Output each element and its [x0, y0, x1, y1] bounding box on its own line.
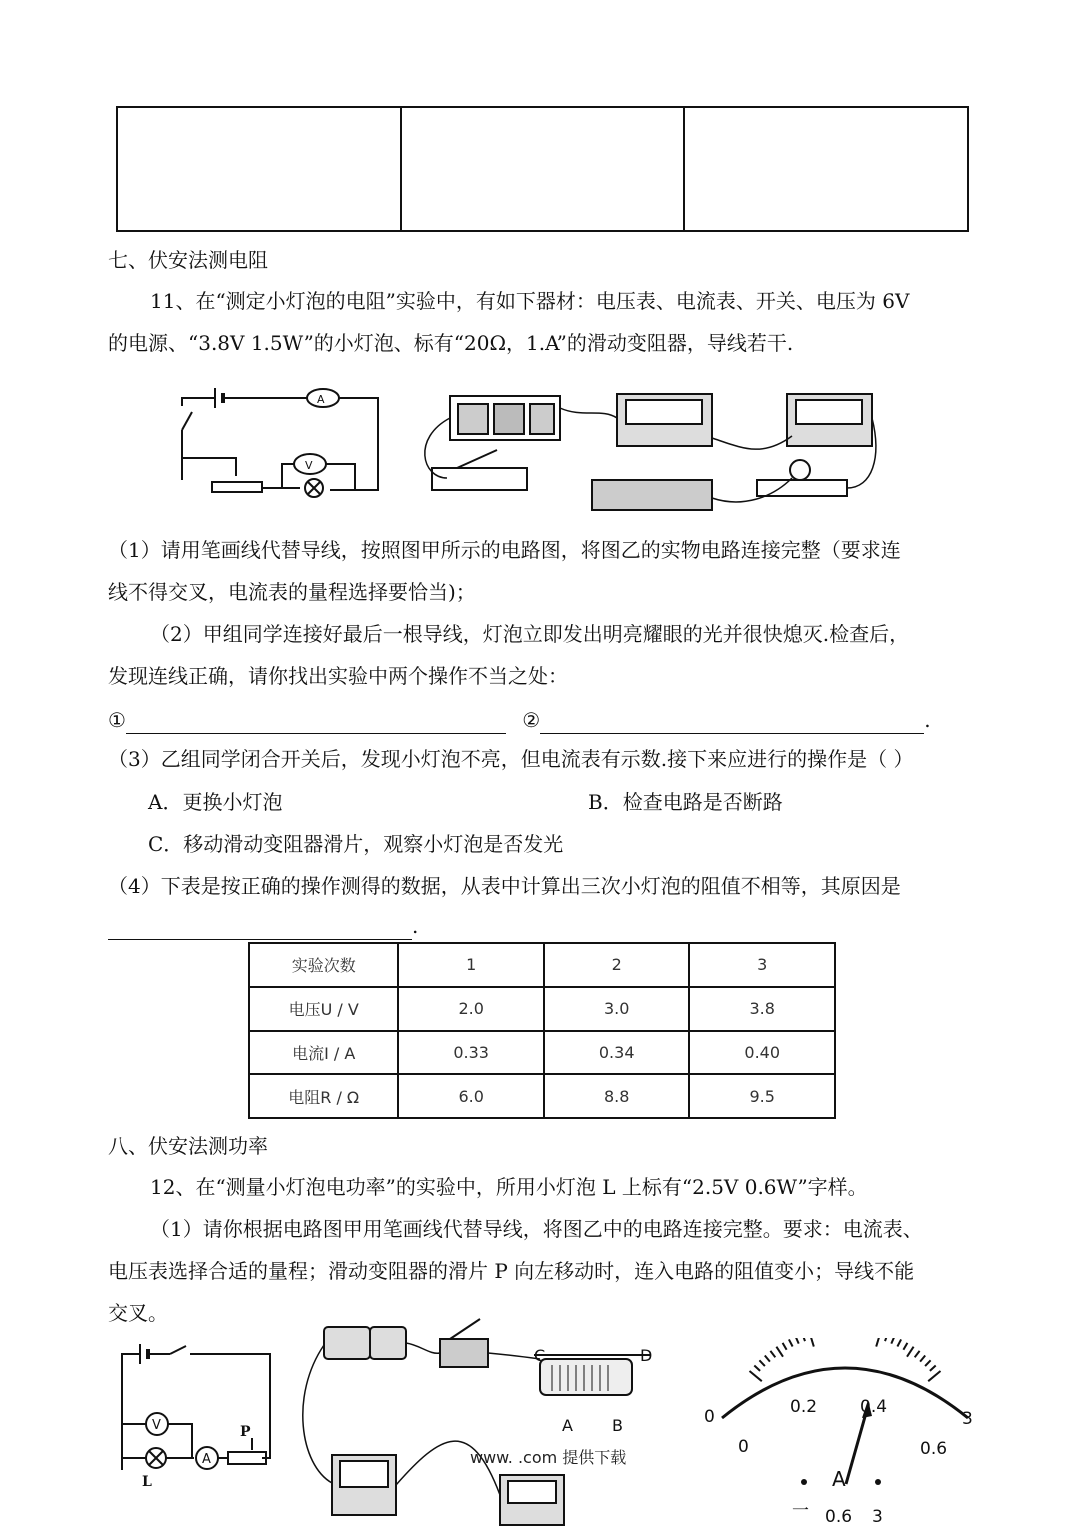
- dial-tick: [770, 1351, 775, 1357]
- table-cell: 8.8: [544, 1074, 690, 1118]
- dial-tick: [915, 1351, 920, 1357]
- lamp-label: L: [142, 1474, 152, 1490]
- dial-tick: [891, 1338, 894, 1344]
- dial-tick: [925, 1360, 931, 1366]
- question-text: （4）下表是按正确的操作测得的数据，从表中计算出三次小灯泡的阻值不相等，其原因是: [108, 874, 901, 898]
- table-row: [249, 987, 835, 1031]
- measurement-table: [248, 942, 836, 1119]
- question-text: （3）乙组同学闭合开关后，发现小灯泡不亮，但电流表有示数.接下来应进行的操作是（ ）: [108, 747, 914, 771]
- period: .: [924, 708, 931, 732]
- table-cell: 2: [544, 943, 690, 987]
- empty-answer-table: [116, 106, 969, 232]
- question-text: （2）甲组同学连接好最后一根导线，灯泡立即发出明亮耀眼的光并很快熄灭.检查后，: [150, 622, 910, 646]
- dial-needle: [846, 1406, 868, 1484]
- ammeter-label: A: [202, 1452, 211, 1467]
- option-a: A．更换小灯泡: [148, 790, 283, 814]
- table-cell: 0.40: [689, 1031, 835, 1075]
- dial-tick: [907, 1347, 914, 1357]
- dial-label: 0.6: [920, 1439, 948, 1459]
- table-cell: 6.0: [398, 1074, 544, 1118]
- circuit-diagram-11: [170, 380, 390, 500]
- section-heading: 七、伏安法测电阻: [108, 248, 268, 272]
- blank-label: ②: [522, 708, 541, 732]
- dial-label: 0: [704, 1407, 715, 1427]
- table-cell: 0.33: [398, 1031, 544, 1075]
- answer-cell: [685, 108, 967, 230]
- answer-blank-row: [108, 706, 931, 734]
- dial-tick: [750, 1371, 762, 1381]
- dial-tick: [903, 1343, 907, 1350]
- dial-tick: [930, 1366, 936, 1371]
- dial-tick: [754, 1366, 760, 1371]
- terminal-label: 3: [872, 1507, 883, 1527]
- answer-blank[interactable]: [108, 919, 412, 940]
- dial-tick: [885, 1338, 888, 1341]
- table-cell: 3.8: [689, 987, 835, 1031]
- question-text: 线不得交叉，电流表的量程选择要恰当)；: [108, 580, 476, 604]
- table-cell: 3: [689, 943, 835, 987]
- table-cell: 电压U / V: [249, 987, 398, 1031]
- dial-label: 0.2: [790, 1397, 818, 1417]
- period: .: [412, 914, 419, 938]
- terminal-c-label: C: [534, 1346, 546, 1365]
- footer-watermark: www. .com 提供下载: [470, 1448, 627, 1467]
- dial-tick: [876, 1338, 881, 1347]
- answer-cell: [118, 108, 402, 230]
- dial-label: 0.4: [860, 1397, 888, 1417]
- terminal-d-label: D: [640, 1346, 653, 1365]
- dial-tick: [796, 1338, 799, 1344]
- dial-tick: [765, 1356, 770, 1362]
- question-text: （1）请用笔画线代替导线，按照图甲所示的电路图，将图乙的实物电路连接完整（要求连: [108, 538, 901, 562]
- question-text: 发现连线正确，请你找出实验中两个操作不当之处：: [108, 664, 568, 688]
- question-text: （1）请你根据电路图甲用笔画线代替导线，将图乙中的电路连接完整。要求：电流表、: [150, 1217, 923, 1241]
- svg-text:A: A: [317, 393, 325, 406]
- ammeter-dial: [700, 1338, 990, 1528]
- dial-tick: [920, 1356, 925, 1362]
- blank-label: ①: [108, 708, 126, 732]
- table-cell: 9.5: [689, 1074, 835, 1118]
- answer-blank[interactable]: [540, 713, 924, 734]
- slider-label: P: [240, 1424, 251, 1440]
- table-cell: 电阻R / Ω: [249, 1074, 398, 1118]
- table-row: [249, 1074, 835, 1118]
- table-cell: 2.0: [398, 987, 544, 1031]
- answer-blank[interactable]: [126, 713, 506, 734]
- option-c: C．移动滑动变阻器滑片，观察小灯泡是否发光: [148, 832, 564, 856]
- answer-blank-row: [108, 912, 418, 940]
- dial-tick: [789, 1339, 793, 1346]
- table-row: [249, 943, 835, 987]
- table-cell: 电流I / A: [249, 1031, 398, 1075]
- circuit-diagram-12: [112, 1340, 282, 1500]
- question-text: 11、在“测定小灯泡的电阻”实验中，有如下器材：电压表、电流表、开关、电压为 6V: [150, 289, 910, 313]
- terminal-label: 一: [792, 1501, 809, 1521]
- dial-label: 3: [962, 1409, 973, 1429]
- section-heading: 八、伏安法测功率: [108, 1134, 268, 1158]
- dial-tick: [928, 1371, 940, 1381]
- question-text: 的电源、“3.8V 1.5W”的小灯泡、标有“20Ω，1.A”的滑动变阻器，导线若干.: [108, 331, 794, 355]
- terminal-a-label: A: [562, 1416, 573, 1435]
- terminal-b-label: B: [612, 1416, 623, 1435]
- table-cell: 1: [398, 943, 544, 987]
- terminal-label: 0.6: [825, 1507, 853, 1527]
- answer-cell: [402, 108, 686, 230]
- question-text: 交叉。: [108, 1301, 168, 1325]
- dial-tick: [776, 1347, 783, 1357]
- table-cell: 3.0: [544, 987, 690, 1031]
- unit-label: A: [832, 1467, 846, 1491]
- apparatus-picture-11: [412, 378, 882, 518]
- dial-tick: [759, 1360, 765, 1366]
- table-cell: 实验次数: [249, 943, 398, 987]
- apparatus-picture-12: [290, 1315, 670, 1530]
- dial-tick: [802, 1338, 805, 1341]
- svg-text:V: V: [305, 459, 313, 472]
- dial-tick: [809, 1338, 814, 1347]
- dial-tick: [897, 1339, 901, 1346]
- dial-tick: [783, 1343, 787, 1350]
- voltmeter-label: V: [152, 1418, 161, 1433]
- option-b: B．检查电路是否断路: [588, 790, 783, 814]
- dial-label: 0: [738, 1437, 749, 1457]
- table-row: [249, 1031, 835, 1075]
- table-cell: 0.34: [544, 1031, 690, 1075]
- question-text: 电压表选择合适的量程；滑动变阻器的滑片 P 向左移动时，连入电路的阻值变小；导线不能: [108, 1259, 915, 1283]
- question-text: 12、在“测量小灯泡电功率”的实验中，所用小灯泡 L 上标有“2.5V 0.6W”字样。: [150, 1175, 868, 1199]
